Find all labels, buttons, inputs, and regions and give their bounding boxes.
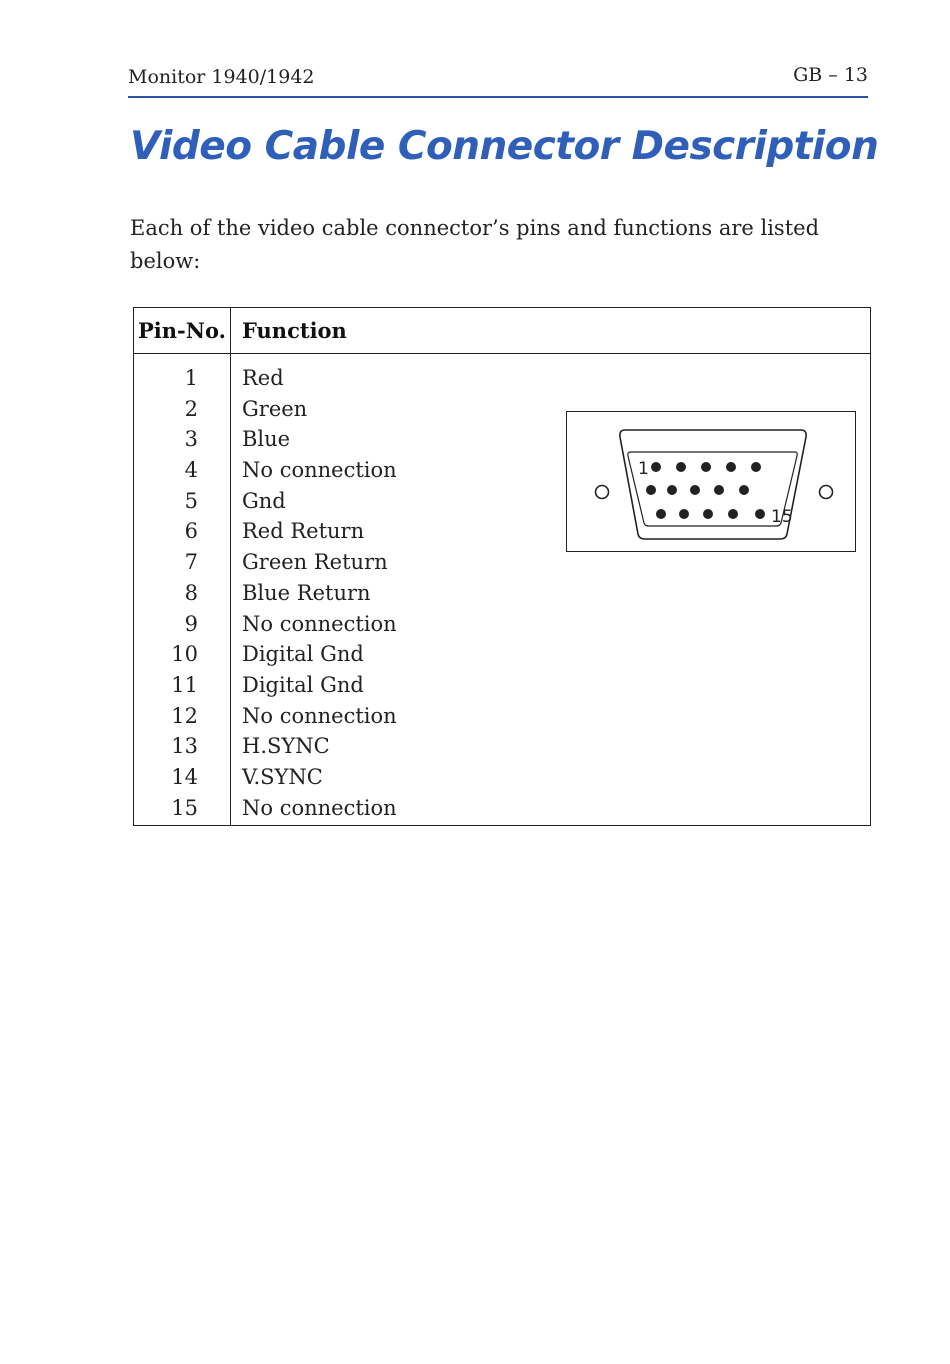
pin-function: Blue	[242, 427, 291, 452]
pin-number: 10	[171, 642, 198, 667]
pin-label-first: 1	[638, 459, 649, 479]
pin-5-dot	[751, 462, 761, 472]
vga-connector-diagram	[566, 411, 856, 552]
pin-function: H.SYNC	[242, 734, 330, 759]
right-mounting-hole	[820, 486, 833, 499]
table-row	[134, 640, 870, 671]
pin-number: 12	[171, 703, 198, 728]
pin-3-dot	[701, 462, 711, 472]
table-row	[134, 763, 870, 794]
pin-number: 5	[184, 488, 198, 513]
table-row	[134, 794, 870, 825]
pin-function: Gnd	[242, 488, 286, 513]
pin-function: Red	[242, 366, 284, 390]
pin-function: V.SYNC	[242, 764, 323, 789]
column-header-function: Function	[242, 318, 347, 343]
pin-6-dot	[646, 485, 656, 495]
pin-14-dot	[728, 509, 738, 519]
pin-number: 13	[171, 734, 198, 759]
pin-function: No connection	[242, 611, 397, 636]
table-row	[134, 579, 870, 610]
page-header	[128, 62, 868, 98]
pin-8-dot	[690, 485, 700, 495]
pin-11-dot	[656, 509, 666, 519]
pin-function: No connection	[242, 795, 397, 820]
pin-number: 15	[171, 795, 198, 820]
pin-13-dot	[703, 509, 713, 519]
pin-7-dot	[667, 485, 677, 495]
pin-1-dot	[651, 462, 661, 472]
document-name: Monitor 1940/1942	[128, 66, 315, 88]
pin-4-dot	[726, 462, 736, 472]
pin-number: 8	[184, 580, 198, 605]
pin-function: No connection	[242, 458, 397, 483]
table-row	[134, 364, 870, 395]
table-header	[134, 308, 870, 354]
pin-12-dot	[679, 509, 689, 519]
pin-2-dot	[676, 462, 686, 472]
pin-number: 3	[184, 427, 198, 452]
pin-number: 6	[184, 519, 198, 544]
pin-15-dot	[755, 509, 765, 519]
table-row	[134, 732, 870, 763]
pin-number: 11	[171, 672, 198, 697]
pin-function: Digital Gnd	[242, 672, 364, 697]
table-row	[134, 671, 870, 702]
pin-number: 9	[184, 611, 198, 636]
pin-function: Green	[242, 396, 308, 421]
table-row	[134, 610, 870, 641]
pin-number: 2	[184, 396, 198, 421]
pin-number: 4	[184, 458, 198, 483]
column-header-pin: Pin-No.	[138, 318, 226, 343]
table-row	[134, 702, 870, 733]
pin-function: Red Return	[242, 519, 365, 544]
page-title: Video Cable Connector Description	[130, 124, 879, 169]
left-mounting-hole	[596, 486, 609, 499]
intro-paragraph: Each of the video cable connector’s pins and functions are listed below:	[130, 216, 820, 273]
pin-number: 1	[184, 366, 198, 390]
pin-label-last: 15	[771, 507, 793, 527]
pin-function: Digital Gnd	[242, 642, 364, 667]
vga-connector-drawing	[567, 412, 857, 553]
pin-function: Blue Return	[242, 580, 371, 605]
page-number: GB – 13	[793, 64, 868, 86]
pin-function: No connection	[242, 703, 397, 728]
pin-number: 14	[171, 764, 198, 789]
pin-function: Green Return	[242, 550, 388, 575]
pin-10-dot	[739, 485, 749, 495]
pin-function-table	[133, 307, 871, 826]
pin-number: 7	[184, 550, 198, 575]
pin-9-dot	[714, 485, 724, 495]
